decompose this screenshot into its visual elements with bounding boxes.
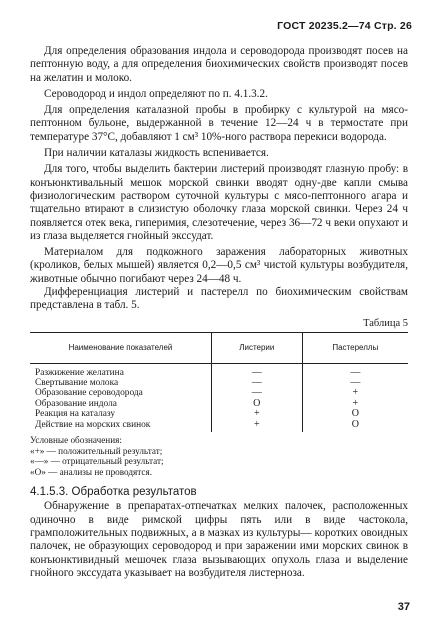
legend-line: «+» — положительный результат; [30,445,163,456]
paragraph: Обнаружение в препаратах-отпечатках мелких палочек, расположенных одиночно в виде римской цифры пять или в виде частокола, грамположительных подвижных, а в мазках из культуры— коротких овоидных палочек, не образующих сероводород и при заражении ими морских свинок в конъюнктивидный мешочек глаза вызывающих опухоль глаза и выделение гнойного экссудата указывает на возбудителя листерноза. [30,500,408,579]
table-cell: + [302,399,408,409]
page-number: 37 [397,601,410,613]
paragraph: Для определения образования индола и сероводорода производят посев на пептонную воду, а для определения биохимических свойств производят посев на желатин и молоко. [30,45,408,84]
table-cell: + [211,420,302,432]
table-cell: + [211,409,302,419]
table-row [30,363,408,378]
section-title: 4.1.5.3. Обработка результатов [30,486,197,499]
table-cell: O [211,399,302,409]
table-header-row [30,332,408,363]
legend-line: «—» — отрицательный результат; [30,456,164,467]
paragraph: При наличии каталазы жидкость вспенивается. [44,147,269,160]
table-row [30,420,408,432]
table-header-cell: Листерии [211,332,302,363]
table-cell: — [211,388,302,398]
paragraph: Материалом для подкожного заражения лабораторных животных (кроликов, белых мышей) является 0,2—0,5 см³ чистой культуры возбудителя, животные обычно погибают через 24—48 ч. [30,246,408,285]
comparison-table [30,332,408,432]
paragraph: Для того, чтобы выделить бактерии листерий производят глазную пробу: в конъюнктивальный мешок морской свинки вводят одну-две капли смыва физиологическим раствором суточной культуры с мясо-пептонного агара и тщательно втирают в слизистую оболочку глаза морской свинки. Через 24 ч появляется отек века, гиперимия, слезотечение, через 36—72 ч веки опухают и из глаза выделяется гнойный экссудат. [30,163,408,242]
paragraph: Дифференциация листерий и пастерелл по биохимическим свойствам представлена в табл. 5. [30,286,408,312]
table-cell: O [302,409,408,419]
paragraph: Сероводород и индол определяют по п. 4.1.3.2. [44,87,268,100]
legend-line: «О» — анализы не проводятся. [30,466,152,477]
paragraph: Для определения каталазной пробы в пробирку с культурой на мясо-пептонном бульоне, выдержанной в течение 12—24 ч в термостате при температуре 37°С, добавляют 1 см³ 10%-ного раствора перекиси водорода. [30,104,408,143]
table-cell: Образование сероводорода [35,388,143,399]
legend-line: Условные обозначения: [30,435,122,446]
table-cell: Действие на морских свинок [35,419,151,430]
table-cell: — [211,378,302,388]
table-cell: Реакция на каталазу [35,409,116,420]
table-row [30,378,408,388]
table-header-cell: Пастереллы [302,332,408,363]
table-legend [30,435,408,477]
table-cell: Образование индола [35,398,117,409]
page-header: ГОСТ 20235.2—74 Стр. 26 [277,20,412,32]
table-caption: Таблица 5 [363,317,408,329]
table-cell: — [211,363,302,378]
table-row [30,388,408,398]
table-cell: Свертывание молока [35,378,119,389]
page-content [30,45,408,580]
table-cell: O [302,420,408,432]
table-header-cell: Наименование показателей [30,332,211,363]
table-cell: + [302,388,408,398]
table-cell: — [302,363,408,378]
table-cell: Разжижение желатина [35,367,124,378]
table-cell: — [302,378,408,388]
